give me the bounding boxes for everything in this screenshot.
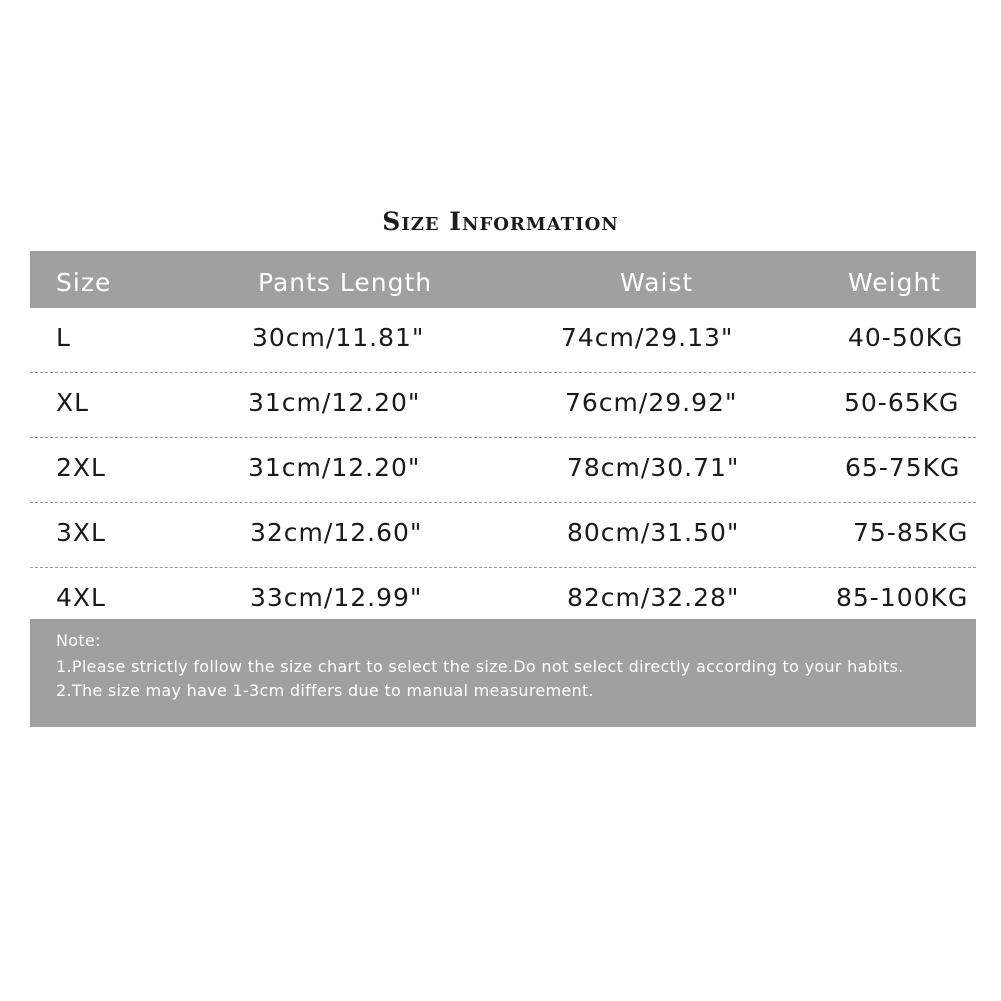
- cell-pants-length: 32cm/12.60": [250, 518, 423, 547]
- cell-size: 2XL: [56, 453, 106, 482]
- note-line-2: 2.The size may have 1-3cm differs due to manual measurement.: [56, 681, 594, 700]
- table-header: [30, 251, 976, 308]
- cell-pants-length: 33cm/12.99": [250, 583, 423, 612]
- cell-size: XL: [56, 388, 90, 417]
- header-weight: Weight: [848, 268, 942, 297]
- table-row: [30, 503, 976, 568]
- cell-weight: 50-65KG: [844, 388, 960, 417]
- table-row: [30, 308, 976, 373]
- cell-waist: 82cm/32.28": [567, 583, 740, 612]
- size-chart-title: Size Information: [382, 207, 619, 236]
- cell-weight: 40-50KG: [848, 323, 964, 352]
- cell-pants-length: 31cm/12.20": [248, 388, 421, 417]
- cell-weight: 75-85KG: [853, 518, 969, 547]
- cell-weight: 65-75KG: [845, 453, 961, 482]
- cell-pants-length: 30cm/11.81": [252, 323, 425, 352]
- note-heading: Note:: [56, 631, 101, 650]
- size-table: [30, 251, 976, 627]
- table-row: [30, 373, 976, 438]
- header-pants-length: Pants Length: [258, 268, 433, 297]
- table-row: [30, 438, 976, 503]
- cell-waist: 74cm/29.13": [561, 323, 734, 352]
- cell-pants-length: 31cm/12.20": [248, 453, 421, 482]
- cell-weight: 85-100KG: [836, 583, 969, 612]
- note-line-1: 1.Please strictly follow the size chart to select the size.Do not select directly according to your habits.: [56, 657, 904, 676]
- cell-size: 3XL: [56, 518, 106, 547]
- note-panel: [30, 619, 976, 727]
- cell-size: L: [56, 323, 71, 352]
- cell-size: 4XL: [56, 583, 106, 612]
- header-waist: Waist: [620, 268, 694, 297]
- header-size: Size: [56, 268, 112, 297]
- cell-waist: 78cm/30.71": [567, 453, 740, 482]
- cell-waist: 80cm/31.50": [567, 518, 740, 547]
- cell-waist: 76cm/29.92": [565, 388, 738, 417]
